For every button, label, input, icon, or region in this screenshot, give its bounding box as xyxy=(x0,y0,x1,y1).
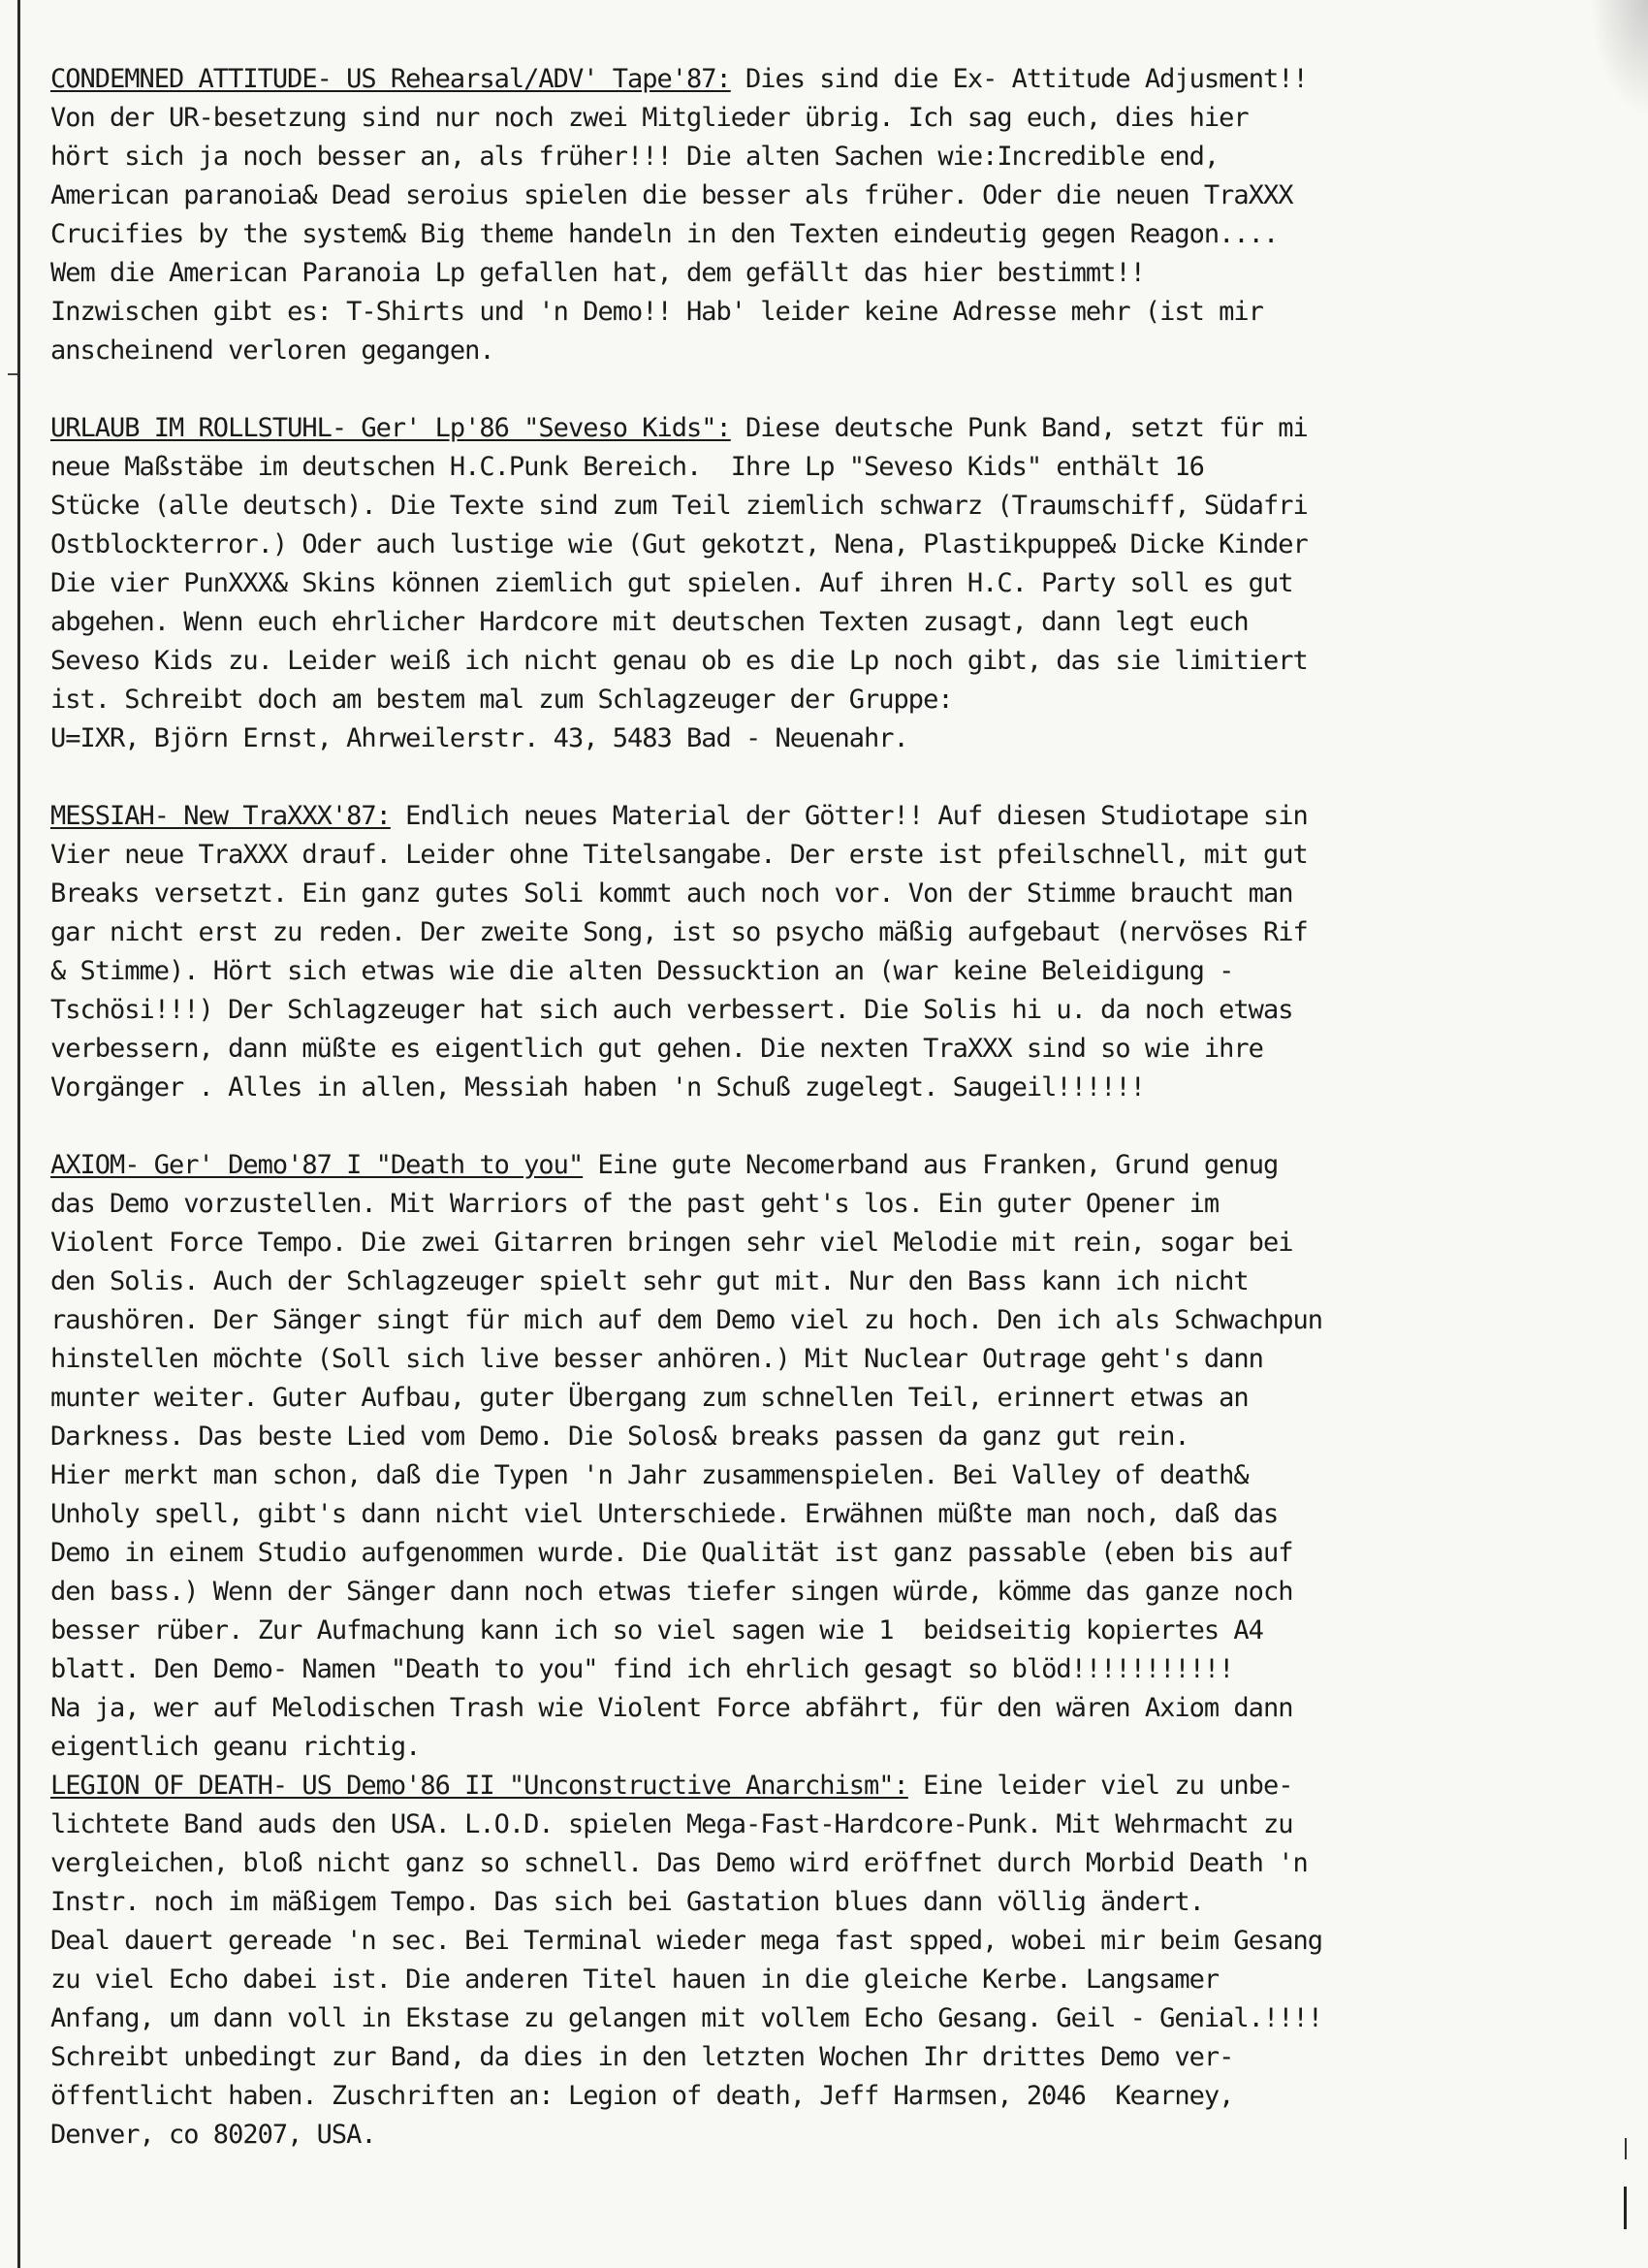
review-text-line: U=IXR, Björn Ernst, Ahrweilerstr. 43, 5483 Bad - Neuenahr. xyxy=(50,723,908,753)
bottom-right-mark xyxy=(1624,2187,1627,2229)
review-text-line: besser rüber. Zur Aufmachung kann ich so viel sagen wie 1 beidseitig kopiertes A4 xyxy=(50,1615,1263,1645)
review-text-line: Wem die American Paranoia Lp gefallen hat, dem gefällt das hier bestimmt!! xyxy=(50,258,1145,288)
review-text-line: Dies sind die Ex- Attitude Adjusment!! xyxy=(730,64,1308,94)
review-text-line: Schreibt unbedingt zur Band, da dies in den letzten Wochen Ihr drittes Demo ver- xyxy=(50,2042,1234,2072)
review-text-line: Diese deutsche Punk Band, setzt für mi xyxy=(730,413,1308,443)
review-text-line: den Solis. Auch der Schlagzeuger spielt sehr gut mit. Nur den Bass kann ich nicht xyxy=(50,1266,1249,1296)
review-text-line: abgehen. Wenn euch ehrlicher Hardcore mit deutschen Texten zusagt, dann legt euch xyxy=(50,607,1249,637)
review-text-line: neue Maßstäbe im deutschen H.C.Punk Bereich. Ihre Lp "Seveso Kids" enthält 16 xyxy=(50,452,1204,482)
review-text-line: Vorgänger . Alles in allen, Messiah haben 'n Schuß zugelegt. Saugeil!!!!!! xyxy=(50,1072,1145,1102)
review-messiah xyxy=(50,797,1611,1107)
review-text-line: Demo in einem Studio aufgenommen wurde. Die Qualität ist ganz passable (eben bis auf xyxy=(50,1538,1293,1568)
review-text-line: eigentlich geanu richtig. xyxy=(50,1732,421,1762)
review-text-line: verbessern, dann müßte es eigentlich gut gehen. Die nexten TraXXX sind so wie ihre xyxy=(50,1034,1263,1064)
review-text-line: Na ja, wer auf Melodischen Trash wie Violent Force abfährt, für den wären Axiom dann xyxy=(50,1693,1293,1723)
review-text-line: Eine leider viel zu unbe- xyxy=(907,1771,1293,1801)
review-text-line: Die vier PunXXX& Skins können ziemlich gut spielen. Auf ihren H.C. Party soll es gut xyxy=(50,568,1293,598)
review-text-line: Crucifies by the system& Big theme handeln in den Texten eindeutig gegen Reagon.... xyxy=(50,219,1279,249)
review-text-line: Denver, co 80207, USA. xyxy=(50,2120,376,2150)
review-text-line: Tschösi!!!) Der Schlagzeuger hat sich auch verbessert. Die Solis hi u. da noch etwas xyxy=(50,995,1293,1025)
review-text-line: raushören. Der Sänger singt für mich auf dem Demo viel zu hoch. Den ich als Schwachpun xyxy=(50,1305,1322,1335)
review-text-line: Eine gute Necomerband aus Franken, Grund genug xyxy=(583,1150,1279,1180)
review-text-line: Unholy spell, gibt's dann nicht viel Unterschiede. Erwähnen müßte man noch, daß das xyxy=(50,1499,1279,1529)
review-text-line: gar nicht erst zu reden. Der zweite Song, ist so psycho mäßig aufgebaut (nervöses Rif xyxy=(50,917,1308,947)
review-text-line: Stücke (alle deutsch). Die Texte sind zum Teil ziemlich schwarz (Traumschiff, Südafri xyxy=(50,491,1308,521)
review-text-line: anscheinend verloren gegangen. xyxy=(50,335,494,366)
review-heading: MESSIAH- New TraXXX'87: xyxy=(50,801,391,831)
review-text-line: Breaks versetzt. Ein ganz gutes Soli kommt auch noch vor. Von der Stimme braucht man xyxy=(50,878,1293,909)
review-text-line: lichtete Band auds den USA. L.O.D. spielen Mega-Fast-Hardcore-Punk. Mit Wehrmacht zu xyxy=(50,1809,1293,1839)
review-heading: LEGION OF DEATH- US Demo'86 II "Unconstructive Anarchism": xyxy=(50,1771,908,1801)
bottom-right-mark-small xyxy=(1625,2138,1627,2159)
review-text-line: Ostblockterror.) Oder auch lustige wie (Gut gekotzt, Nena, Plastikpuppe& Dicke Kinder xyxy=(50,529,1308,559)
review-text-line: Von der UR-besetzung sind nur noch zwei Mitglieder übrig. Ich sag euch, dies hier xyxy=(50,103,1249,133)
review-text-line: zu viel Echo dabei ist. Die anderen Titel hauen in die gleiche Kerbe. Langsamer xyxy=(50,1965,1220,1995)
review-text-line: Instr. noch im mäßigem Tempo. Das sich bei Gastation blues dann völlig ändert. xyxy=(50,1887,1204,1917)
review-axiom xyxy=(50,1146,1611,1767)
review-text-line: Seveso Kids zu. Leider weiß ich nicht genau ob es die Lp noch gibt, das sie limitiert xyxy=(50,646,1308,676)
review-text-line: Deal dauert gereade 'n sec. Bei Terminal wieder mega fast spped, wobei mir beim Gesang xyxy=(50,1926,1322,1956)
review-text-line: Darkness. Das beste Lied vom Demo. Die Solos& breaks passen da ganz gut rein. xyxy=(50,1421,1189,1452)
review-text-line: das Demo vorzustellen. Mit Warriors of the past geht's los. Ein guter Opener im xyxy=(50,1189,1220,1219)
review-text-line: Hier merkt man schon, daß die Typen 'n Jahr zusammenspielen. Bei Valley of death& xyxy=(50,1460,1249,1490)
left-margin-rule xyxy=(17,0,20,2268)
review-text-line: ist. Schreibt doch am bestem mal zum Schlagzeuger der Gruppe: xyxy=(50,685,953,715)
review-condemned-attitude xyxy=(50,60,1611,370)
review-urlaub-im-rollstuhl xyxy=(50,409,1611,758)
review-heading: CONDEMNED ATTITUDE- US Rehearsal/ADV' Tape'87: xyxy=(50,64,731,94)
review-text-line: hinstellen möchte (Soll sich live besser anhören.) Mit Nuclear Outrage geht's dann xyxy=(50,1344,1263,1374)
review-text-line: Anfang, um dann voll in Ekstase zu gelangen mit vollem Echo Gesang. Geil - Genial.!!!! xyxy=(50,2003,1322,2033)
review-text-line: vergleichen, bloß nicht ganz so schnell. Das Demo wird eröffnet durch Morbid Death 'n xyxy=(50,1848,1308,1878)
margin-tick-mark xyxy=(8,373,17,375)
review-text-line: & Stimme). Hört sich etwas wie die alten Dessucktion an (war keine Beleidigung - xyxy=(50,956,1234,986)
review-text-line: Violent Force Tempo. Die zwei Gitarren bringen sehr viel Melodie mit rein, sogar bei xyxy=(50,1228,1293,1258)
review-text-line: American paranoia& Dead seroius spielen die besser als früher. Oder die neuen TraXXX xyxy=(50,180,1293,210)
review-heading: URLAUB IM ROLLSTUHL- Ger' Lp'86 "Seveso Kids": xyxy=(50,413,731,443)
review-text-line: blatt. Den Demo- Namen "Death to you" find ich ehrlich gesagt so blöd!!!!!!!!!!! xyxy=(50,1654,1234,1684)
review-heading: AXIOM- Ger' Demo'87 I "Death to you" xyxy=(50,1150,584,1180)
review-text-line: öffentlicht haben. Zuschriften an: Legion of death, Jeff Harmsen, 2046 Kearney, xyxy=(50,2081,1234,2111)
review-text-line: Inzwischen gibt es: T-Shirts und 'n Demo!! Hab' leider keine Adresse mehr (ist mir xyxy=(50,297,1263,327)
review-text-line: den bass.) Wenn der Sänger dann noch etwas tiefer singen würde, kömme das ganze noch xyxy=(50,1577,1293,1607)
review-text-line: Vier neue TraXXX drauf. Leider ohne Titelsangabe. Der erste ist pfeilschnell, mit gut xyxy=(50,840,1308,870)
review-text-line: munter weiter. Guter Aufbau, guter Übergang zum schnellen Teil, erinnert etwas an xyxy=(50,1383,1249,1413)
review-legion-of-death xyxy=(50,1767,1611,2155)
review-text-line: hört sich ja noch besser an, als früher!!! Die alten Sachen wie:Incredible end, xyxy=(50,142,1220,172)
review-column xyxy=(50,60,1611,2193)
review-text-line: Endlich neues Material der Götter!! Auf diesen Studiotape sin xyxy=(390,801,1308,831)
